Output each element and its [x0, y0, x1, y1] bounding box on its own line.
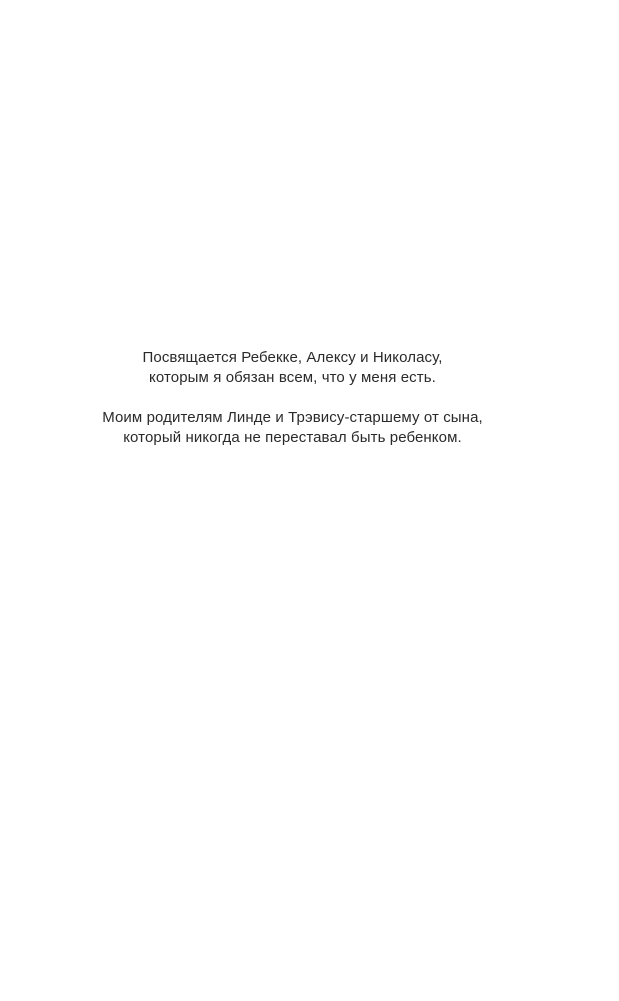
dedication-text [0, 348, 585, 448]
dedication-line-2: которым я обязан всем, что у меня есть. [149, 369, 436, 386]
dedication-stanza-1 [0, 348, 585, 388]
dedication-line-4: который никогда не переставал быть ребенком. [123, 429, 462, 446]
dedication-stanza-2 [0, 408, 585, 448]
dedication-line-1: Посвящается Ребекке, Алексу и Николасу, [142, 349, 443, 366]
dedication-line-3: Моим родителям Линде и Трэвису-старшему от сына, [102, 409, 483, 426]
